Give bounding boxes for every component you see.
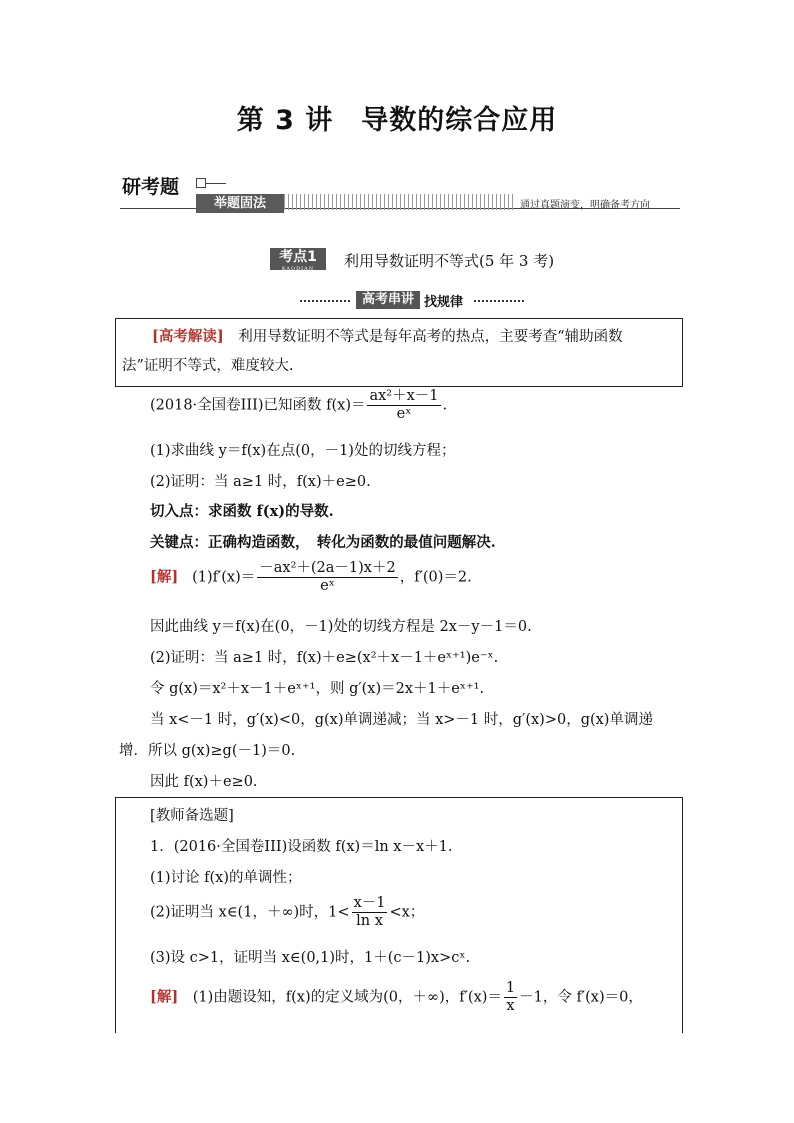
box2-solution — [150, 980, 643, 1015]
problem-frac-num: ax²＋x－1 — [369, 388, 439, 404]
gaokao-badge: 高考串讲 — [356, 291, 420, 309]
box2-solution-fraction — [504, 980, 517, 1015]
kaodian-badge-sub: KAODIAN — [281, 266, 315, 272]
kaodian-title: 利用导数证明不等式(5 年 3 考) — [344, 252, 555, 270]
box2-solution-post: －1，令 f′(x)＝0， — [519, 989, 643, 1006]
question-2: (2)证明：当 a≥1 时，f(x)＋e≥0. — [150, 474, 371, 490]
solution-line2: 因此曲线 y＝f(x)在(0，－1)处的切线方程是 2x－y－1＝0. — [150, 619, 532, 635]
box2-q2-num: x－1 — [353, 895, 386, 911]
box2-q2-pre: (2)证明当 x∈(1，＋∞)时，1< — [150, 904, 350, 921]
section-header-main: 研考题 — [122, 176, 180, 198]
section-header-caption: 通过真题演变，明确备考方向 — [520, 200, 650, 211]
solution-line5: 当 x<－1 时，g′(x)<0，g(x)单调递减；当 x>－1 时，g′(x)>0，g(x)单调递 — [150, 712, 653, 728]
problem-fx: f(x)＝ — [326, 397, 366, 414]
header-stripes — [284, 194, 514, 210]
question-1: (1)求曲线 y＝f(x)在点(0，－1)处的切线方程； — [150, 443, 456, 459]
header-decoration-square — [196, 178, 206, 188]
dotted-rule-right — [474, 300, 524, 302]
dotted-rule-left — [300, 300, 350, 302]
box2-problem: 1．(2016·全国卷III)设函数 f(x)＝ln x－x＋1. — [150, 839, 453, 855]
gaokao-text: 找规律 — [424, 295, 464, 310]
solution-line7: 因此 f(x)＋e≥0. — [150, 774, 258, 790]
header-decoration-line — [206, 183, 226, 184]
solution-line3: (2)证明：当 a≥1 时，f(x)＋e≥(x²＋x－1＋eˣ⁺¹)e⁻ˣ. — [150, 650, 499, 666]
box2-q3: (3)设 c>1，证明当 x∈(0,1)时，1＋(c－1)x>cˣ. — [150, 950, 471, 966]
section-header-sub: 举题固法 — [196, 194, 284, 213]
solution-frac-den: eˣ — [320, 578, 335, 594]
problem-intro — [150, 388, 447, 423]
box1-line2: 法”证明不等式，难度较大. — [122, 358, 294, 374]
solution-line4: 令 g(x)＝x²＋x－1＋eˣ⁺¹，则 g′(x)＝2x＋1＋eˣ⁺¹. — [150, 681, 485, 697]
solution-line6: 增．所以 g(x)≥g(－1)＝0. — [119, 743, 296, 759]
solution-line1 — [150, 560, 472, 595]
box2-tag: [教师备选题] — [150, 808, 234, 824]
key-point: 关键点：正确构造函数， 转化为函数的最值问题解决. — [150, 534, 496, 551]
problem-frac-den: eˣ — [396, 406, 412, 422]
solution-fraction — [257, 560, 397, 595]
problem-end: . — [442, 397, 448, 414]
problem-fraction — [367, 388, 440, 423]
page-title: 第 3 讲 导数的综合应用 — [236, 105, 558, 136]
box1-text1: 利用导数证明不等式是每年高考的热点，主要考查“辅助函数 — [223, 329, 623, 345]
entry-point: 切入点：求函数 f(x)的导数. — [150, 503, 334, 520]
solution-s1-pre: (1)f′(x)＝ — [192, 569, 256, 586]
box2-solution-tag: [解] — [150, 988, 179, 1006]
problem-intro-text: (2018·全国卷III)已知函数 — [150, 397, 327, 414]
box2-q2-fraction — [352, 895, 388, 930]
box1-tag: [高考解读] — [152, 328, 224, 345]
box2-q2-post: <x； — [389, 904, 425, 921]
box2-q1: (1)讨论 f(x)的单调性； — [150, 870, 302, 886]
kaodian-badge: 考点1 — [270, 248, 326, 270]
box2-q2-den: ln x — [356, 913, 383, 929]
box1-line1 — [152, 325, 623, 346]
box2-solution-num: 1 — [505, 980, 516, 996]
box2-solution-pre: (1)由题设知，f(x)的定义域为(0，＋∞)，f′(x)＝ — [178, 989, 502, 1006]
box2-q2 — [150, 895, 424, 930]
solution-frac-num: －ax²＋(2a－1)x＋2 — [259, 560, 396, 576]
box2-solution-den: x — [506, 998, 515, 1014]
solution-tag: [解] — [150, 568, 179, 586]
solution-s1-post: ，f′(0)＝2. — [399, 569, 472, 586]
